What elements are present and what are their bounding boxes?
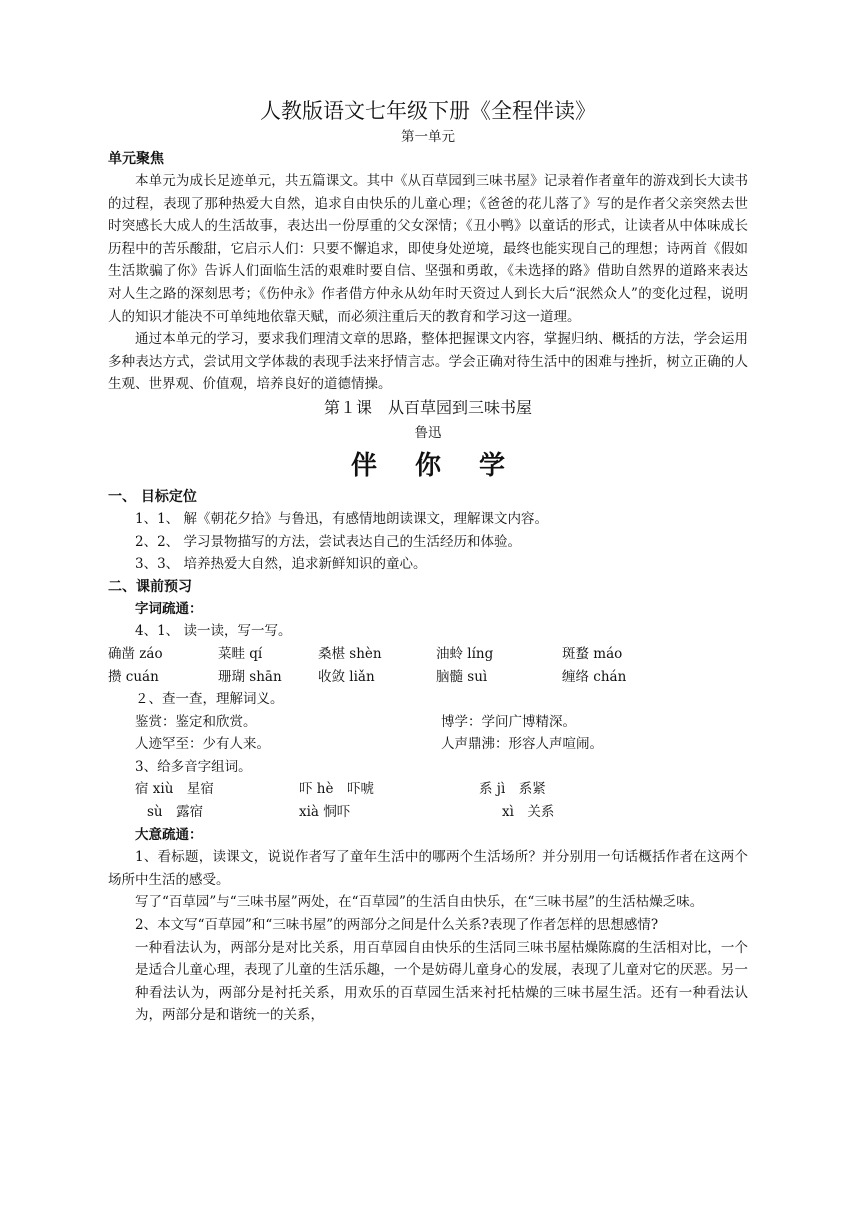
goal-item: 3、3、 培养热爱大自然，追求新鲜知识的童心。 [135,556,427,573]
definition-item: 博学：学问广博精深。 [441,713,576,730]
gist-heading: 大意疏通： [135,826,203,843]
focus-paragraph-1: 本单元为成长足迹单元，共五篇课文。其中《从百草园到三味书屋》记录着作者童年的游戏到长大读书的过程，表现了那种热爱大自然，追求自由快乐的儿童心理；《爸爸的花儿落了》写的是作者父亲突然去世时突感长大成人的生活故事，表达出一份厚重的父女深情；《丑小鸭》以童话的形式，让读者从中体味成长历程中的苦乐酸甜，它启示人们：只要不懈追求，即使身处逆境，最终也能实现自己的理想；诗两首《假如生活欺骗了你》告诉人们面临生活的艰难时要自信、坚强和勇敢，《未选择的路》借助自然界的道路来表达对人生之路的深刻思考；《伤仲永》作者借方仲永从幼年时天资过人到长大后“泯然众人”的变化过程，说明人的知识才能决不可单纯地依靠天赋，而必须注重后天的教育和学习这一道理。 [108,173,748,325]
vocab-heading: 字词疏通： [135,600,203,617]
answer-1: 写了“百草园”与“三味书屋”两处，在“百草园”的生活自由快乐，在“三味书屋”的生活枯燥乏味。 [135,894,704,911]
question-1: 1、看标题，读课文，说说作者写了童年生活中的哪两个生活场所？并分别用一句话概括作者在这两个场所中生活的感受。 [108,849,748,888]
document-page [108,96,748,1027]
word-row [108,643,748,666]
word-item: 桑椹 shèn [318,645,382,662]
word-item: 收敛 liǎn [318,668,375,685]
definition-item: 鉴赏：鉴定和欣赏。 [135,713,257,730]
goal-item: 2、2、 学习景物描写的方法，尝试表达自己的生活经历和体验。 [135,533,521,550]
focus-heading: 单元聚焦 [108,151,164,167]
goal-item: 1、1、 解《朝花夕拾》与鲁迅，有感情地朗读课文，理解课文内容。 [135,510,548,527]
banner-heading: 伴你学 [350,450,543,481]
word-item: 缠络 chán [562,668,627,685]
polyphone-row [108,778,748,801]
definition-item: 人声鼎沸：形容人声喧闹。 [441,736,603,753]
definition-item: 人迹罕至：少有人来。 [135,736,270,753]
word-item: 珊瑚 shān [218,668,282,685]
polyphone-row [108,801,748,824]
lesson-author: 鲁迅 [414,424,442,441]
check-meaning-instruction: ２、查一查，理解词义。 [135,691,284,708]
word-row [108,666,748,689]
preview-heading: 二、课前预习 [108,578,192,595]
word-item: 菜畦 qí [218,645,263,662]
lesson-title: 第１课 从百草园到三味书屋 [323,397,532,417]
question-2: 2、本文写“百草园”和“三味书屋”的两部分之间是什么关系?表现了作者怎样的思想感情? [135,917,659,934]
definition-row [108,711,748,734]
polyphone-item: xì 关系 [502,804,555,821]
polyphone-item: sù 露宿 [147,804,204,821]
document-title: 人教版语文七年级下册《全程伴读》 [260,99,596,123]
focus-paragraph-2: 通过本单元的学习，要求我们理清文章的思路，整体把握课文内容，掌握归纳、概括的方法，学会运用多种表达方式，尝试用文学体裁的表现手法来抒情言志。学会正确对待生活中的困难与挫折，树立正确的人生观、世界观、价值观，培养良好的道德情操。 [108,331,748,393]
word-item: 脑髓 suì [436,668,488,685]
polyphone-instruction: 3、给多音字组词。 [135,758,252,775]
word-item: 确凿 záo [108,645,163,662]
word-item: 攒 cuán [108,668,159,685]
polyphone-item: 宿 xiù 星宿 [135,781,214,798]
polyphone-item: 系 jì 系紧 [479,781,546,798]
goal-heading: 一、 目标定位 [108,488,197,505]
word-item: 油蛉 líng [436,645,494,662]
answer-2: 一种看法认为，两部分是对比关系，用百草园自由快乐的生活同三味书屋枯燥陈腐的生活相对比，一个是适合儿童心理，表现了儿童的生活乐趣，一个是妨碍儿童身心的发展，表现了儿童对它的厌恶。另一种看法认为，两部分是衬托关系，用欢乐的百草园生活来衬托枯燥的三味书屋生活。还有一种看法认为，两部分是和谐统一的关系， [135,939,748,1024]
word-item: 斑蝥 máo [562,645,623,662]
definition-row [108,733,748,756]
polyphone-item: xià 恫吓 [299,804,351,821]
polyphone-item: 吓 hè 吓唬 [299,781,374,798]
read-write-instruction: 4、1、 读一读，写一写。 [135,623,292,640]
unit-title: 第一单元 [401,129,455,145]
